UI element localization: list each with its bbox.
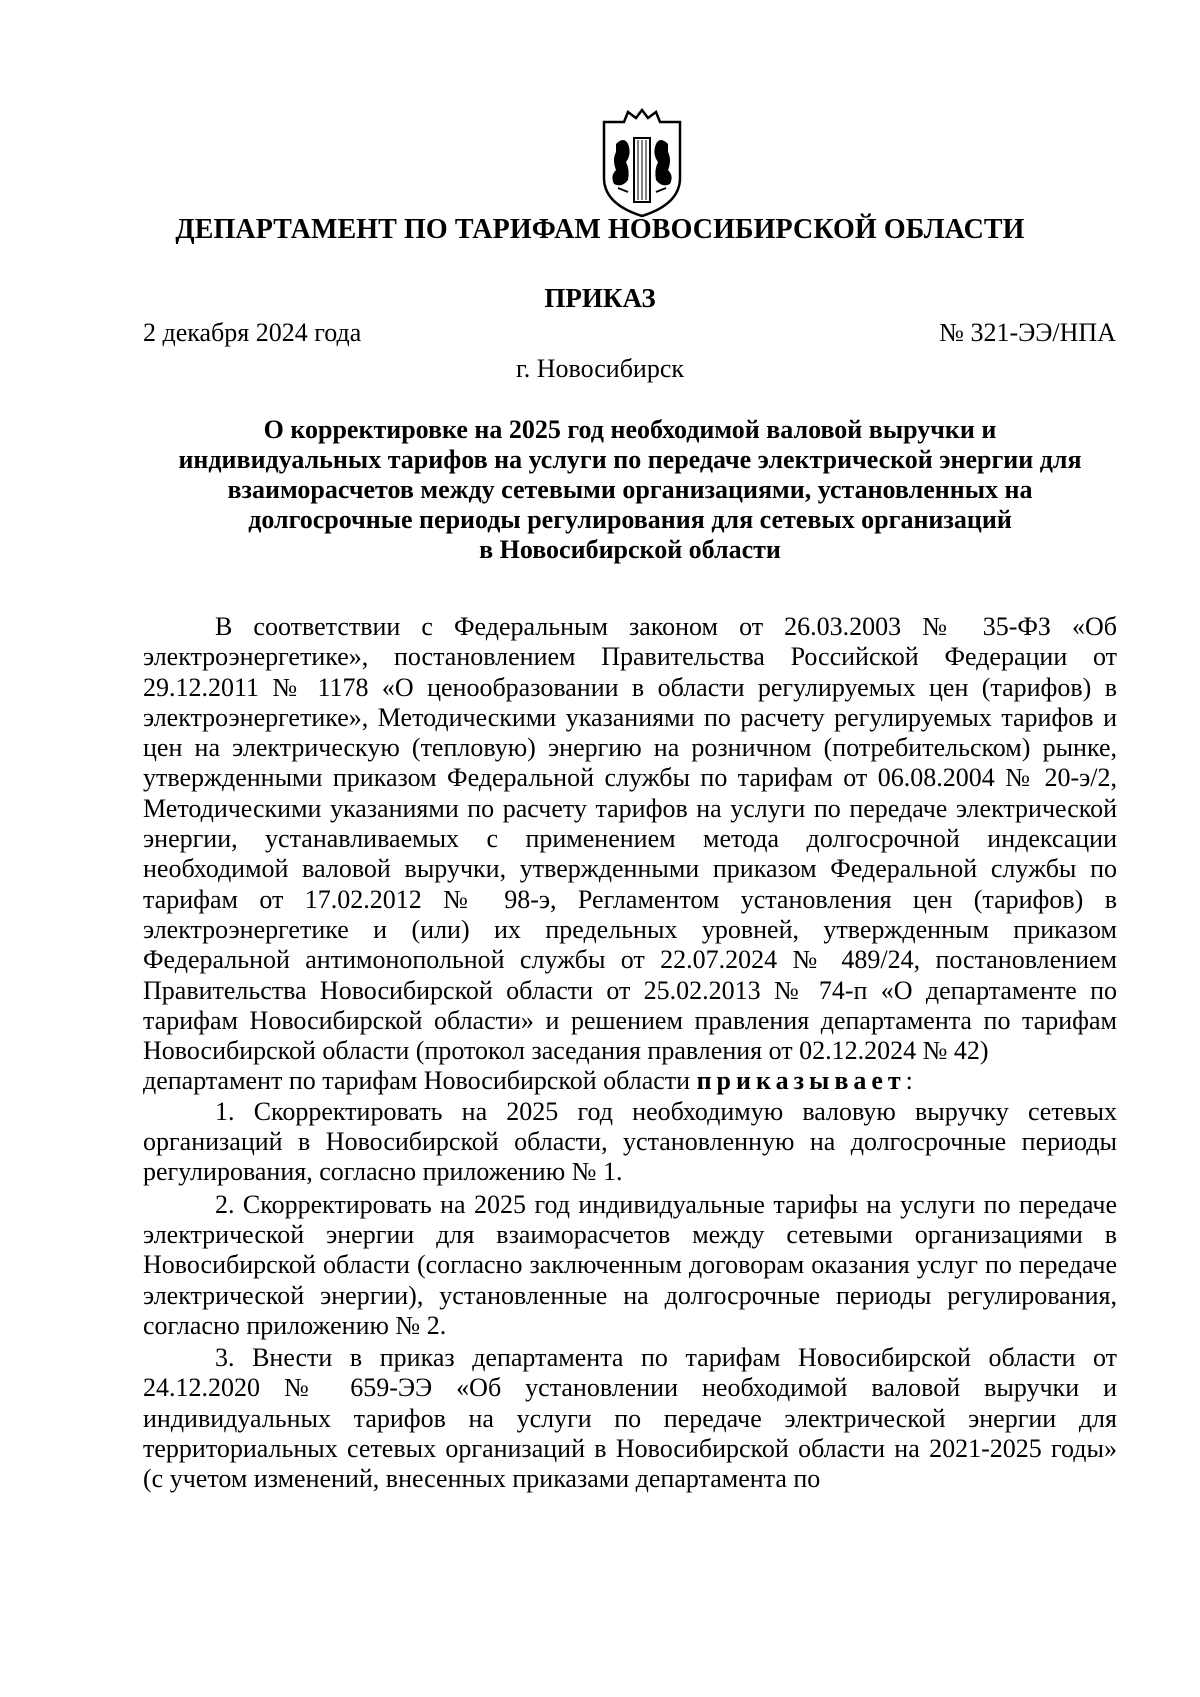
coat-of-arms-icon	[594, 108, 690, 220]
subject-line: индивидуальных тарифов на услуги по передаче электрической энергии для	[178, 445, 1082, 474]
orders-keyword: приказывает	[696, 1066, 906, 1096]
document-subject	[143, 415, 1117, 565]
document-body	[143, 612, 1117, 1495]
orders-suffix: :	[905, 1066, 913, 1096]
department-name: ДЕПАРТАМЕНТ ПО ТАРИФАМ НОВОСИБИРСКОЙ ОБЛАСТИ	[175, 214, 1025, 245]
subject-line: в Новосибирской области	[479, 535, 781, 564]
document-date: 2 декабря 2024 года	[143, 318, 362, 347]
orders-prefix: департамент по тарифам Новосибирской области	[143, 1066, 697, 1096]
document-city: г. Новосибирск	[515, 354, 685, 383]
preamble-paragraph: В соответствии с Федеральным законом от 26.03.2003 № 35-ФЗ «Об электроэнергетике», постановлением Правительства Российской Федерации от 29.12.2011 № 1178 «О ценообразовании в области регулируемых цен (тарифов) в электроэнергетике», Методическими указаниями по расчету регулируемых тарифов и цен на электрическую (тепловую) энергию на розничном (потребительском) рынке, утвержденными приказом Федеральной службы по тарифам от 06.08.2004 № 20-э/2, Методическими указаниями по расчету тарифов на услуги по передаче электрической энергии, устанавливаемых с применением метода долгосрочной индексации необходимой валовой выручки, утвержденными приказом Федеральной службы по тарифам от 17.02.2012 № 98-э, Регламентом установления цен (тарифов) в электроэнергетике и (или) их предельных уровней, утвержденным приказом Федеральной антимонопольной службы от 22.07.2024 № 489/24, постановлением Правительства Новосибирской области от 25.02.2013 № 74-п «О департаменте по тарифам Новосибирской области» и решением правления департамента по тарифам Новосибирской области (протокол заседания правления от 02.12.2024 № 42)	[143, 612, 1117, 1066]
subject-line: О корректировке на 2025 год необходимой валовой выручки и	[263, 415, 997, 444]
order-item-1: 1. Скорректировать на 2025 год необходимую валовую выручку сетевых организаций в Новосибирской области, установленную на долгосрочные периоды регулирования, согласно приложению № 1.	[143, 1096, 1117, 1187]
orders-line	[143, 1066, 1117, 1096]
document-number: № 321-ЭЭ/НПА	[939, 318, 1116, 347]
subject-line: долгосрочные периоды регулирования для сетевых организаций	[248, 505, 1012, 534]
order-item-2: 2. Скорректировать на 2025 год индивидуальные тарифы на услуги по передаче электрической энергии для взаиморасчетов между сетевыми организациями в Новосибирской области (согласно заключенным договорам оказания услуг по передаче электрической энергии), установленные на долгосрочные периоды регулирования, согласно приложению № 2.	[143, 1189, 1117, 1340]
order-item-3: 3. Внести в приказ департамента по тарифам Новосибирской области от 24.12.2020 № 659-ЭЭ «Об установлении необходимой валовой выручки и индивидуальных тарифов на услуги по передаче электрической энергии для территориальных сетевых организаций в Новосибирской области на 2021-2025 годы» (с учетом изменений, внесенных приказами департамента по	[143, 1343, 1117, 1494]
document-type: ПРИКАЗ	[544, 283, 656, 313]
subject-line: взаиморасчетов между сетевыми организациями, установленных на	[227, 475, 1033, 504]
